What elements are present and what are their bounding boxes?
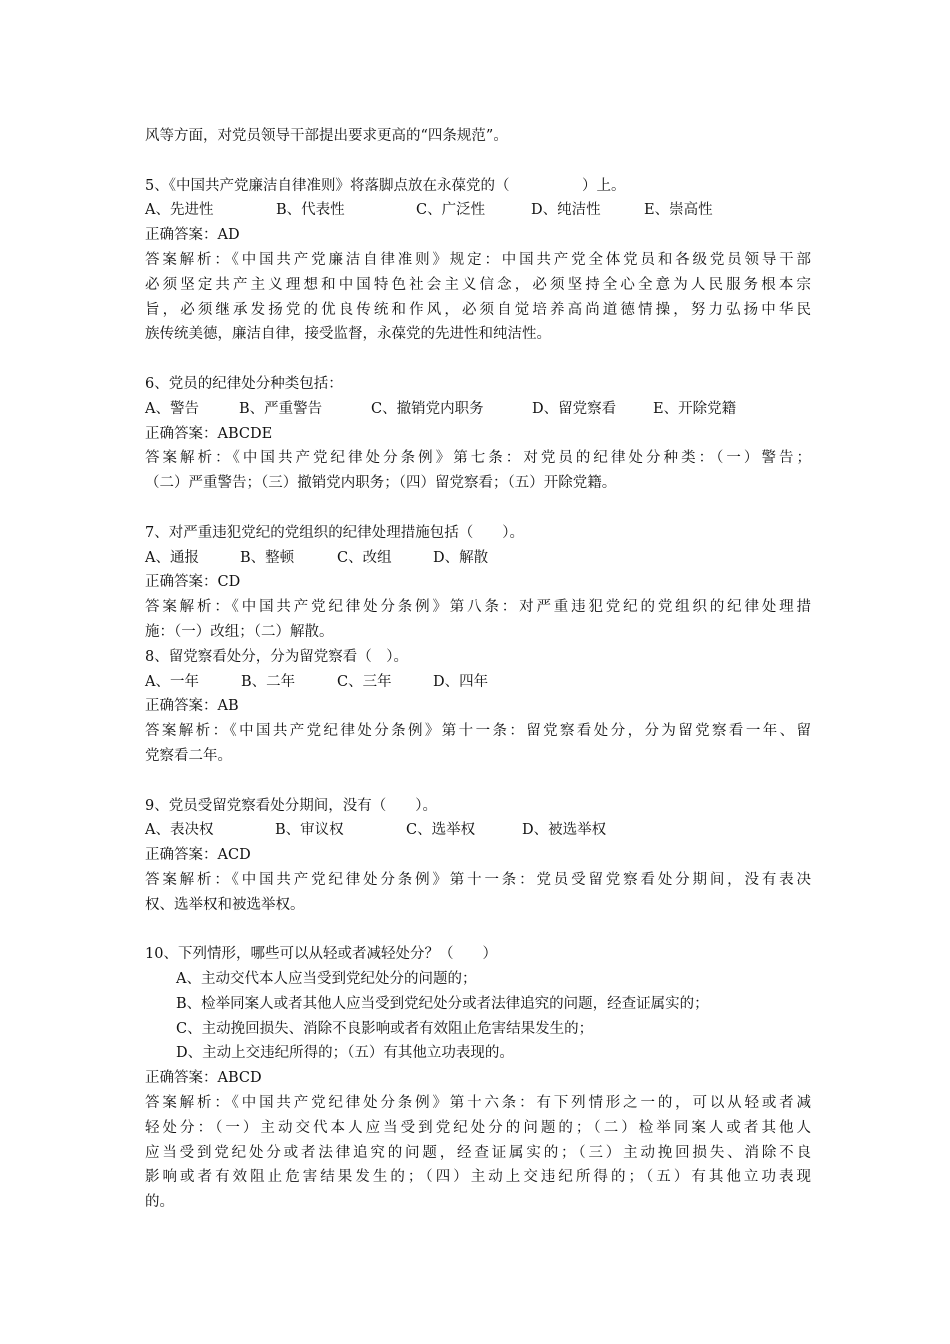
analysis-line: 答案解析：《中国共产党纪律处分条例》第八条：对严重违犯党纪的党组织的纪律处理措 — [145, 599, 811, 616]
correct-answer: 正确答案：ACD — [145, 847, 251, 864]
question-text: 7、对严重违犯党纪的党组织的纪律处理措施包括（ ）。 — [145, 524, 524, 541]
option-a: A、一年 — [145, 673, 199, 690]
option-c: C、改组 — [337, 549, 392, 566]
option-d: D、主动上交违纪所得的；（五）有其他立功表现的。 — [176, 1045, 514, 1062]
option-e: E、崇高性 — [644, 202, 713, 219]
spacer — [145, 347, 811, 372]
option-b: B、检举同案人或者其他人应当受到党纪处分或者法律追究的问题，经查证属实的； — [176, 995, 709, 1012]
option-b: B、审议权 — [275, 822, 344, 839]
option-c: C、撤销党内职务 — [371, 400, 484, 417]
analysis-line: 施：（一）改组；（二）解散。 — [145, 623, 334, 640]
option-d: D、纯洁性 — [531, 202, 601, 219]
question-text: 6、党员的纪律处分种类包括： — [145, 375, 343, 392]
document-page — [145, 124, 811, 1215]
correct-answer: 正确答案：CD — [145, 574, 241, 591]
option-a: A、表决权 — [145, 822, 214, 839]
question-8 — [145, 645, 811, 769]
analysis-line: 答案解析：《中国共产党廉洁自律准则》规定：中国共产党全体党员和各级党员领导干部 — [145, 251, 811, 268]
correct-answer: 正确答案：AD — [145, 227, 240, 244]
options-row — [145, 670, 811, 695]
question-text: 8、留党察看处分，分为留党察看（ ）。 — [145, 648, 408, 665]
option-a: A、先进性 — [145, 202, 214, 219]
option-c: C、选举权 — [406, 822, 476, 839]
question-6 — [145, 372, 811, 496]
option-a: A、通报 — [145, 549, 199, 566]
question-10 — [145, 942, 811, 1215]
option-e: E、开除党籍 — [653, 400, 737, 417]
analysis-line: 答案解析：《中国共产党纪律处分条例》第十一条：留党察看处分，分为留党察看一年、留 — [145, 723, 811, 740]
option-a: A、警告 — [145, 400, 199, 417]
options-row — [145, 546, 811, 571]
option-b: B、代表性 — [276, 202, 345, 219]
spacer — [145, 918, 811, 943]
analysis-line: 答案解析：《中国共产党纪律处分条例》第十一条：党员受留党察看处分期间，没有表决 — [145, 871, 811, 888]
analysis-line: （二）严重警告；（三）撤销党内职务；（四）留党察看；（五）开除党籍。 — [145, 475, 617, 492]
options-row — [145, 397, 811, 422]
spacer — [145, 769, 811, 794]
spacer — [145, 496, 811, 521]
option-d: D、被选举权 — [522, 822, 607, 839]
correct-answer: 正确答案：ABCDE — [145, 425, 273, 442]
options-row — [145, 198, 811, 223]
option-d: D、四年 — [433, 673, 489, 690]
analysis-line: 答案解析：《中国共产党纪律处分条例》第十六条：有下列情形之一的，可以从轻或者减 — [145, 1095, 811, 1112]
question-9 — [145, 794, 811, 918]
analysis-line: 权、选举权和被选举权。 — [145, 896, 305, 913]
option-d: D、留党察看 — [532, 400, 617, 417]
question-text: 5、《中国共产党廉洁自律准则》将落脚点放在永葆党的（ ）上。 — [145, 177, 626, 194]
correct-answer: 正确答案：ABCD — [145, 1070, 262, 1087]
question-text: 10、下列情形，哪些可以从轻或者减轻处分？（ ） — [145, 946, 497, 963]
option-a: A、主动交代本人应当受到党纪处分的问题的； — [176, 971, 477, 988]
analysis-line: 轻处分：（一）主动交代本人应当受到党纪处分的问题的；（二）检举同案人或者其他人 — [145, 1119, 811, 1136]
option-b: B、严重警告 — [239, 400, 323, 417]
analysis-line: 旨，必须继承发扬党的优良传统和作风，必须自觉培养高尚道德情操，努力弘扬中华民 — [145, 301, 811, 318]
correct-answer: 正确答案：AB — [145, 698, 239, 715]
intro-tail-text: 风等方面，对党员领导干部提出要求更高的“四条规范”。 — [145, 128, 508, 144]
analysis-line: 应当受到党纪处分或者法律追究的问题，经查证属实的；（三）主动挽回损失、消除不良 — [145, 1144, 811, 1161]
options-row — [145, 818, 811, 843]
option-d: D、解散 — [433, 549, 489, 566]
analysis-line: 必须坚定共产主义理想和中国特色社会主义信念，必须坚持全心全意为人民服务根本宗 — [145, 276, 811, 293]
option-b: B、二年 — [241, 673, 296, 690]
analysis-line: 党察看二年。 — [145, 747, 232, 764]
option-c: C、广泛性 — [416, 202, 486, 219]
analysis-line: 答案解析：《中国共产党纪律处分条例》第七条：对党员的纪律处分种类：（一）警告； — [145, 450, 811, 467]
analysis-line: 族传统美德，廉洁自律，接受监督，永葆党的先进性和纯洁性。 — [145, 326, 551, 343]
question-7 — [145, 521, 811, 645]
question-5 — [145, 174, 811, 348]
analysis-line: 影响或者有效阻止危害结果发生的；（四）主动上交违纪所得的；（五）有其他立功表现 — [145, 1169, 811, 1186]
option-b: B、整顿 — [240, 549, 295, 566]
analysis-line: 的。 — [145, 1194, 174, 1211]
question-text: 9、党员受留党察看处分期间，没有（ ）。 — [145, 797, 437, 814]
option-c: C、主动挽回损失、消除不良影响或者有效阻止危害结果发生的； — [176, 1020, 594, 1037]
spacer — [145, 149, 811, 174]
option-c: C、三年 — [337, 673, 392, 690]
